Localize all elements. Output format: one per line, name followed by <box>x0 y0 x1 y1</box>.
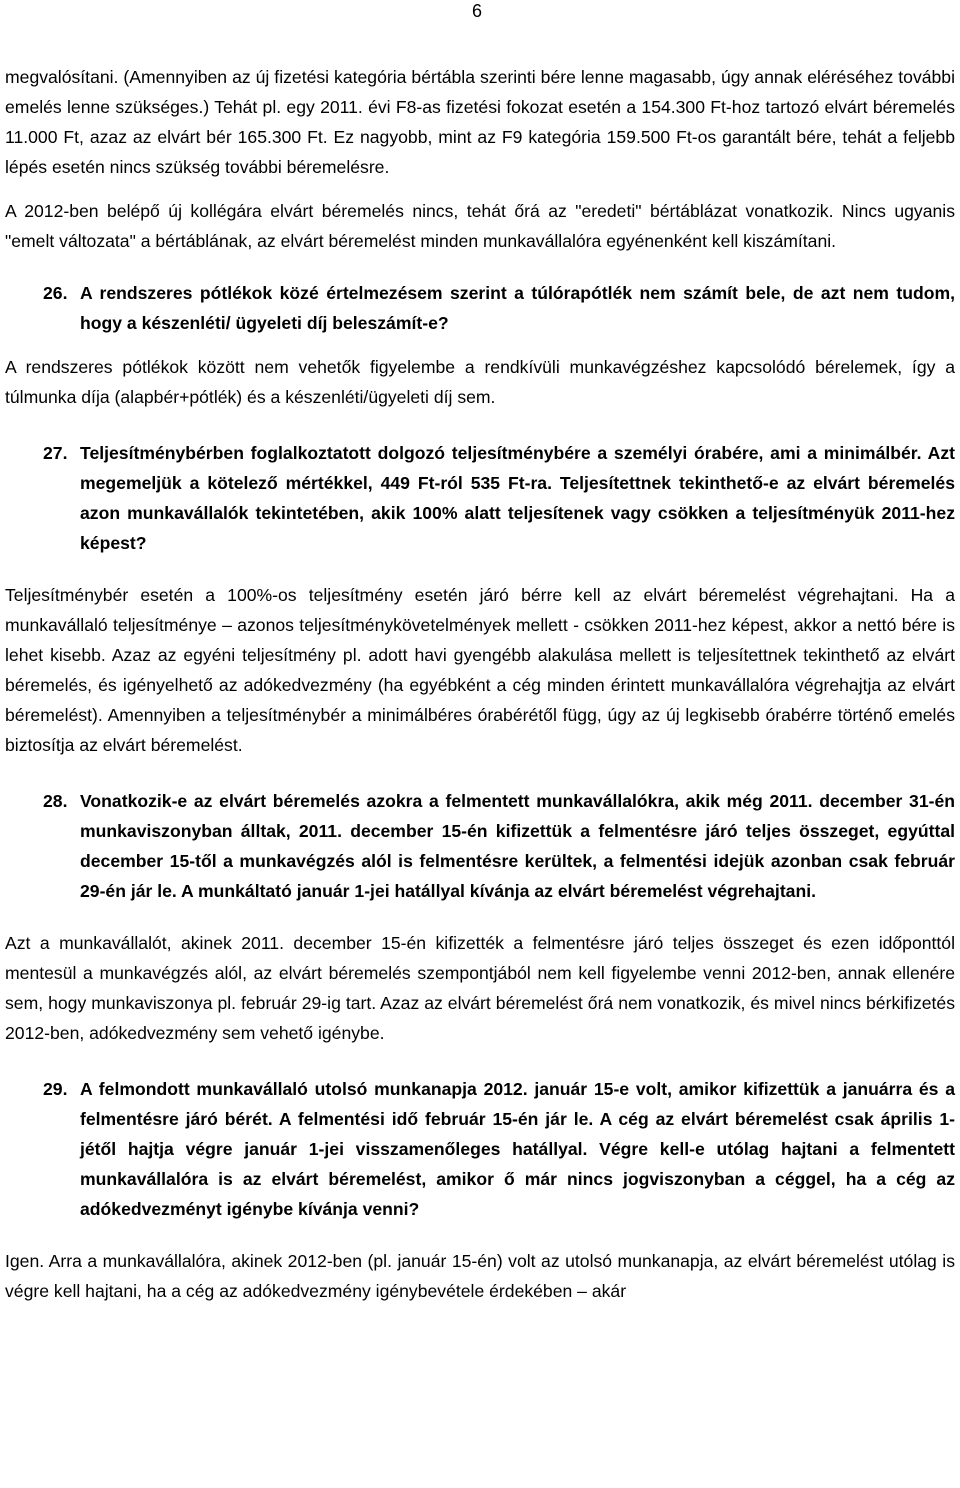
question-number: 26. <box>43 283 68 303</box>
question-26 <box>5 278 955 338</box>
question-text: A rendszeres pótlékok közé értelmezésem szerint a túlórapótlék nem számít bele, de azt nem tudom, hogy a készenléti/ ügyeleti díj beleszámít-e? <box>80 283 955 333</box>
question-text: Vonatkozik-e az elvárt béremelés azokra a felmentett munkavállalókra, akik még 2011. december 31-én munkaviszonyban álltak, 2011. december 15-én kifizettük a felmentésre járó teljes összeget, egyúttal december 15-től a munkavégzés alól is felmentésre kerültek, a felmentési idejük azonban csak február 29-én jár le. A munkáltató január 1-jei hatállyal kívánja az elvárt béremelést végrehajtani. <box>80 791 955 901</box>
page-number: 6 <box>472 1 483 21</box>
answer-28: Azt a munkavállalót, akinek 2011. december 15-én kifizették a felmentésre járó teljes összeget és ezen időponttól mentesül a munkavégzés alól, az elvárt béremelés szempontjából nem kell figyelembe venni 2012-ben, annak ellenére sem, hogy munkaviszonya pl. február 29-ig tart. Azaz az elvárt béremelést őrá nem vonatkozik, és mivel nincs bérkifizetés 2012-ben, adókedvezmény sem vehető igénybe. <box>5 933 955 1043</box>
spacer <box>5 412 955 438</box>
spacer <box>5 182 955 196</box>
paragraph-continuation: megvalósítani. (Amennyiben az új fizetési kategória bértábla szerinti bére lenne magasabb, úgy annak eléréséhez további emelés lenne szükséges.) Tehát pl. egy 2011. évi F8-as fizetési fokozat esetén a 154.300 Ft-hoz tartozó elvárt béremelés 11.000 Ft, azaz az elvárt bér 165.300 Ft. Ez nagyobb, mint az F9 kategória 159.500 Ft-os garantált bére, tehát a feljebb lépés esetén nincs szükség további béremelésre. <box>5 67 955 177</box>
question-29 <box>5 1074 955 1224</box>
question-27 <box>5 438 955 558</box>
spacer <box>5 558 955 580</box>
spacer <box>5 1048 955 1074</box>
document-body <box>5 62 955 1306</box>
spacer <box>5 760 955 786</box>
paragraph-new-colleague: A 2012-ben belépő új kollégára elvárt béremelés nincs, tehát őrá az "eredeti" bértáblázat vonatkozik. Nincs ugyanis "emelt változata" a bértáblának, az elvárt béremelést minden munkavállalóra egyénenként kell kiszámítani. <box>5 201 955 251</box>
answer-29: Igen. Arra a munkavállalóra, akinek 2012-ben (pl. január 15-én) volt az utolsó munkanapja, az elvárt béremelést utólag is végre kell hajtani, ha a cég az adókedvezmény igénybevétele érdekében – akár <box>5 1251 955 1301</box>
spacer <box>5 256 955 278</box>
question-number: 29. <box>43 1079 68 1099</box>
question-28 <box>5 786 955 906</box>
spacer <box>5 906 955 928</box>
answer-27: Teljesítménybér esetén a 100%-os teljesítmény esetén járó bérre kell az elvárt béremelést végrehajtani. Ha a munkavállaló teljesítménye – azonos teljesítménykövetelmények mellett - csökken 2011-hez képest, akkor a nettó bére is lehet kisebb. Azaz az egyéni teljesítmény pl. adott havi gyengébb alakulása mellett is teljesítettnek tekinthető az elvárt béremelés, és igényelhető az adókedvezmény (ha egyébként a cég minden érintett munkavállalóra végrehajtja az elvárt béremelést). Amennyiben a teljesítménybér a minimálbéres órabérétől függ, úgy az új legkisebb órabérre történő emelés biztosítja az elvárt béremelést. <box>5 585 955 755</box>
question-text: Teljesítménybérben foglalkoztatott dolgozó teljesítménybére a személyi órabére, ami a minimálbér. Azt megemeljük a kötelező mértékkel, 449 Ft-ról 535 Ft-ra. Teljesítettnek tekinthető-e az elvárt béremelés azon munkavállalók tekintetében, akik 100% alatt teljesítenek vagy csökken a teljesítményük 2011-hez képest? <box>80 443 955 553</box>
question-number: 27. <box>43 443 68 463</box>
answer-26: A rendszeres pótlékok között nem vehetők figyelembe a rendkívüli munkavégzéshez kapcsolódó bérelemek, így a túlmunka díja (alapbér+pótlék) és a készenléti/ügyeleti díj sem. <box>5 357 955 407</box>
question-number: 28. <box>43 791 68 811</box>
spacer <box>5 338 955 352</box>
question-text: A felmondott munkavállaló utolsó munkanapja 2012. január 15-e volt, amikor kifizettük a januárra és a felmentésre járó bérét. A felmentési idő február 15-én jár le. A cég az elvárt béremelést csak április 1-jétől hajtja végre január 1-jei visszamenőleges hatállyal. Végre kell-e utólag hajtani a felmentett munkavállalóra is az elvárt béremelést, amikor ő már nincs jogviszonyban a céggel, ha a cég az adókedvezményt igénybe kívánja venni? <box>80 1079 955 1219</box>
spacer <box>5 1224 955 1246</box>
